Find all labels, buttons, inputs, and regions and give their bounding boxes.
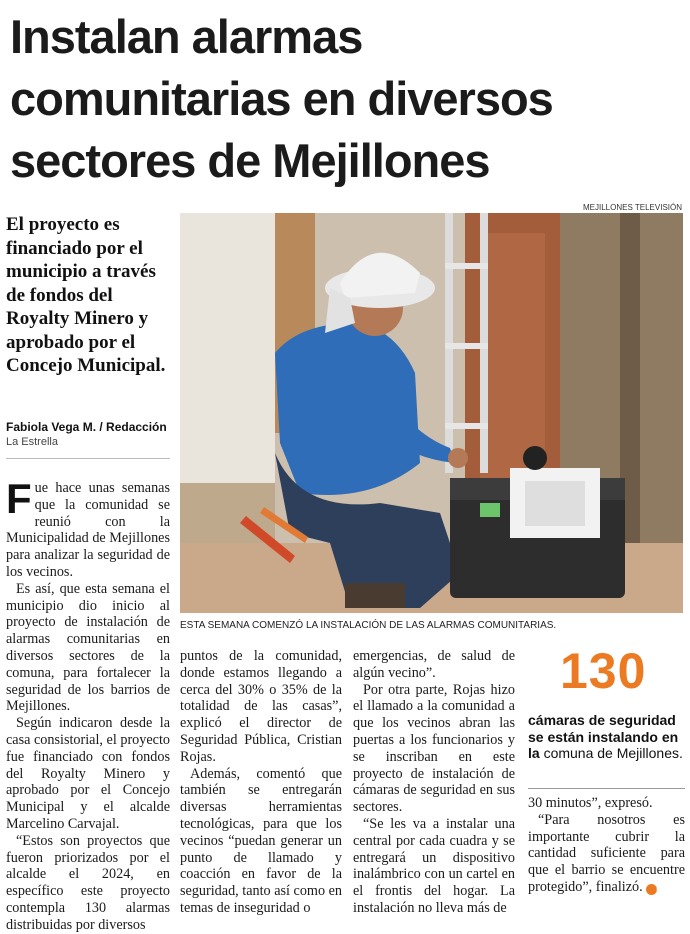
article-column-1 xyxy=(6,475,170,934)
article-column-2 xyxy=(180,648,342,917)
article-paragraph: puntos de la comunidad, donde estamos llegando a cerca del 30% o 35% de la totalidad de las casas”, explicó el director de Seguridad Pública, Cristian Rojas. xyxy=(180,648,342,765)
photo-caption: ESTA SEMANA COMENZÓ LA INSTALACIÓN DE LAS ALARMAS COMUNITARIAS. xyxy=(180,620,557,631)
photo-illustration xyxy=(180,213,683,613)
article-paragraph: “Estos son proyectos que fueron priorizados por el alcalde el 2024, en específico este proyecto contempla 130 alarmas distribuidas por diversos xyxy=(6,832,170,933)
headline-line-3: sectores de Mejillones xyxy=(10,134,490,187)
stat-bold-text: cámaras de seguridad se están instalando en la xyxy=(528,712,679,761)
photo-credit: MEJILLONES TELEVISIÓN xyxy=(583,203,682,212)
article-photo xyxy=(180,213,683,613)
article-paragraph: 30 minutos”, expresó. xyxy=(528,795,653,811)
article-paragraph: Además, comentó que también se entregarán diversas herramientas tecnológicas, para que los vecinos “puedan generar un punto de llamado y coacción en favor de la seguridad, tanto así como en temas de inseguridad o xyxy=(180,765,342,916)
article-paragraph: emergencias, de salud de algún vecino”. xyxy=(353,648,515,681)
stat-rest-text: comuna de Mejillones. xyxy=(539,745,683,761)
article-paragraph: “Para nosotros es importante cubrir la cantidad suficiente para que el barrio se encuentre protegido”, finalizó. xyxy=(528,811,685,895)
drop-cap: F xyxy=(6,475,32,522)
stat-number: 130 xyxy=(560,643,647,699)
article-paragraph: “Se les va a instalar una central por cada cuadra y se entregará un dispositivo inalámbrico con un cartel en el frontis del hogar. La instalación no lleva más de xyxy=(353,815,515,916)
byline: Fabiola Vega M. / Redacción xyxy=(6,420,167,434)
article-paragraph: Según indicaron desde la casa consistorial, el proyecto fue financiado con fondos del Royalty Minero y aprobado por el Concejo Municipal y el alcalde Marcelino Carvajal. xyxy=(6,715,170,832)
stat-description xyxy=(528,712,685,762)
headline xyxy=(10,6,685,192)
article-paragraph: Es así, que esta semana el municipio dio inicio al proyecto de instalación de alarmas comunitarias en diversos sectores de la comuna, para fortalecer la seguridad de los barrios de Mejillones. xyxy=(6,580,170,715)
article-column-3 xyxy=(353,648,515,917)
headline-line-1: Instalan alarmas xyxy=(10,10,363,63)
article-paragraph: Por otra parte, Rojas hizo el llamado a la comunidad a que los vecinos abran las puertas a los funcionarios y se inscriban en este proyecto de instalación de cámaras de seguridad en sus sectores. xyxy=(353,681,515,816)
stat-divider xyxy=(528,788,685,789)
end-mark-icon: ✪ xyxy=(646,884,657,895)
headline-line-2: comunitarias en diversos xyxy=(10,72,553,125)
byline-divider xyxy=(6,458,170,459)
publication-name: La Estrella xyxy=(6,436,58,448)
article-column-4 xyxy=(528,795,685,896)
article-paragraph: ue hace unas semanas que la comunidad se reunió con la Municipalidad de Mejillones para analizar la seguridad de los vecinos. xyxy=(6,480,170,580)
deck-summary: El proyecto es financiado por el municipio a través de fondos del Royalty Minero y aprobado por el Concejo Municipal. xyxy=(6,214,166,376)
